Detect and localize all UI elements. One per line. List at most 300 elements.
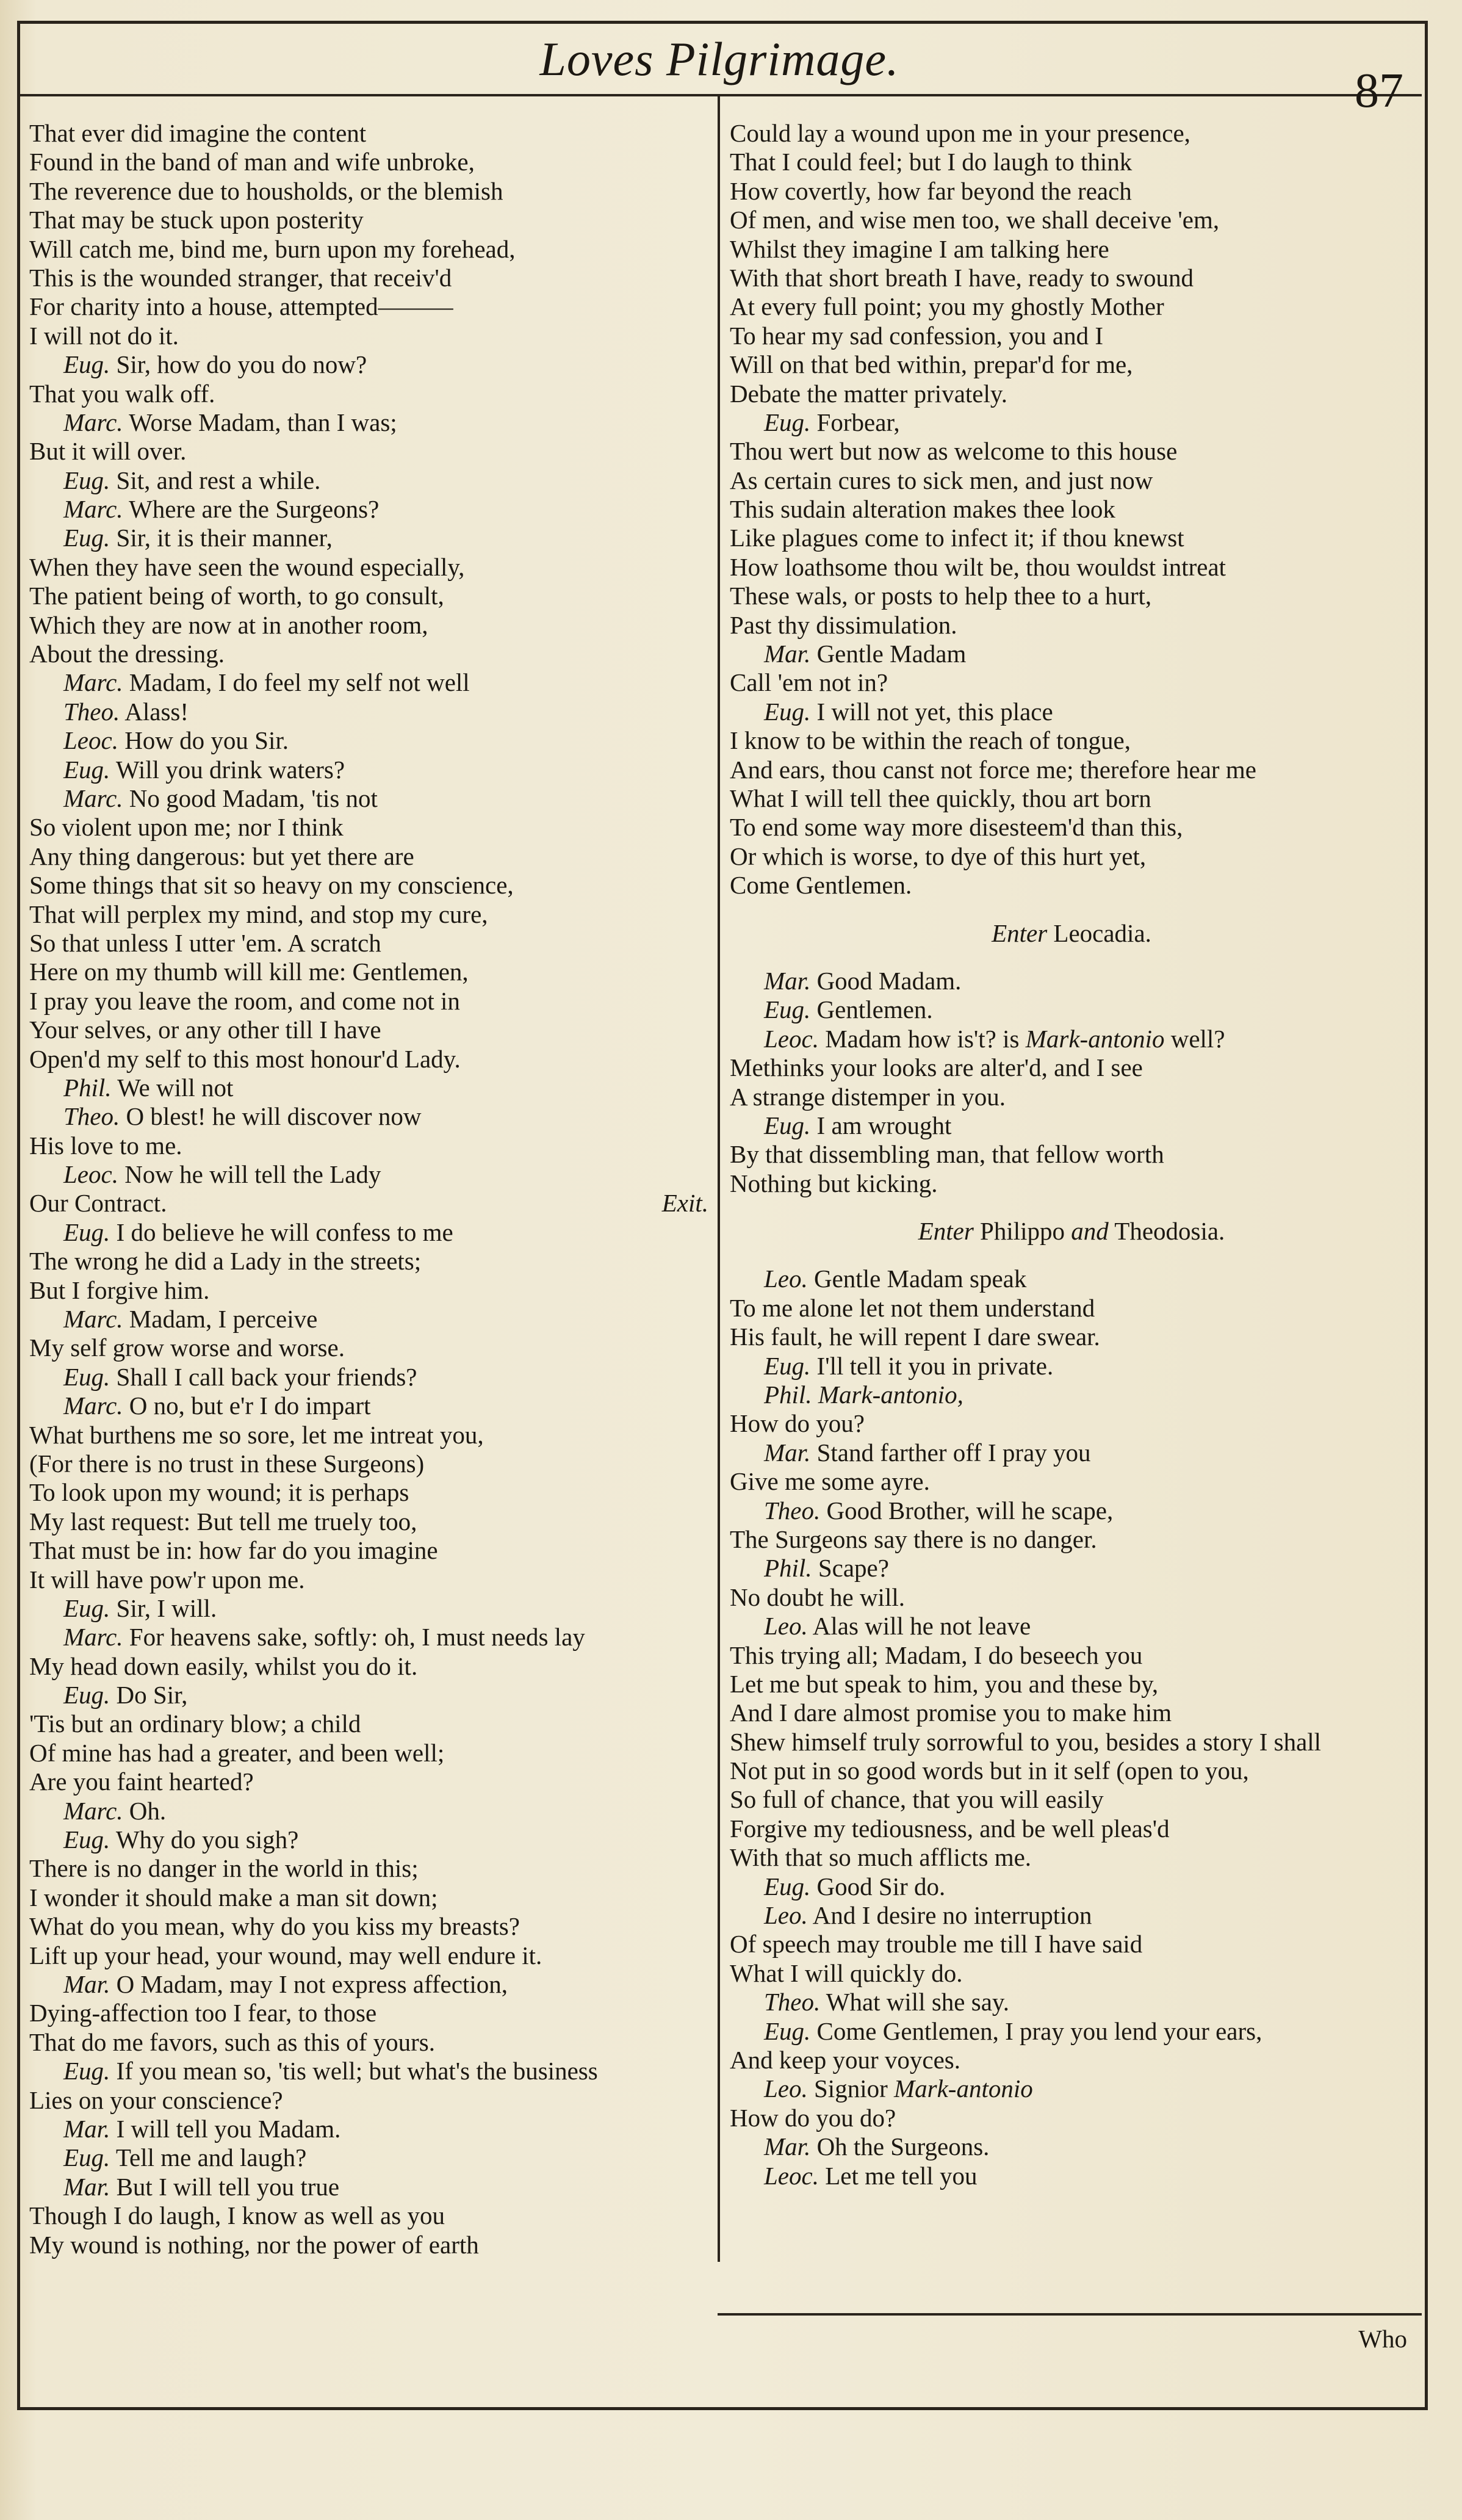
text-line [29,1970,716,1999]
line-text: What I will tell thee quickly, thou art born [730,784,1151,812]
line-text: I do believe he will confess to me [116,1218,453,1246]
text-line [29,1218,716,1247]
speaker-name: Eug. [63,1681,110,1709]
line-text: The Surgeons say there is no danger. [730,1525,1097,1553]
text-line [730,1053,1413,1082]
text-line [29,292,716,321]
text-line [29,1652,716,1681]
line-text: Where are the Surgeons? [129,495,380,524]
text-line [29,1999,716,2027]
text-line [730,1083,1413,1111]
text-line [730,1670,1413,1699]
line-text: Sir, how do you do now? [116,350,367,379]
text-line [730,1265,1413,1293]
speaker-name: Eug. [764,1872,811,1901]
line-text: Good Brother, will he scape, [826,1496,1114,1525]
speaker-name: Leo. [764,2074,808,2103]
line-text: Not put in so good words but in it self (open to you, [730,1756,1249,1785]
line-text: At every full point; you my ghostly Mother [730,292,1164,321]
text-line [730,668,1413,697]
text-line [29,1478,716,1507]
text-line [730,148,1413,176]
line-text: So full of chance, that you will easily [730,1785,1104,1814]
line-text: If you mean so, 'tis well; but what's the business [116,2057,598,2085]
text-line [29,1247,716,1276]
text-line [730,1901,1413,1930]
speaker-name: Eug. [63,1594,110,1622]
text-line [29,1016,716,1044]
text-line [29,929,716,958]
text-line [730,756,1413,784]
left-column [29,119,716,2259]
speaker-name: Phil. [764,1554,812,1583]
speaker-name: Leo. [764,1265,808,1293]
text-line [730,1439,1413,1467]
text-line [730,1959,1413,1988]
line-text: well? [1164,1024,1225,1053]
line-text: Why do you sigh? [115,1825,299,1854]
line-text: What do you mean, why do you kiss my breasts? [29,1912,520,1941]
text-line [29,1767,716,1796]
speaker-name: Eug. [764,995,811,1024]
line-text: His love to me. [29,1131,182,1160]
line-text: Let me tell you [825,2161,978,2190]
line-text: Will catch me, bind me, burn upon my forehead, [29,234,516,263]
speaker-name: Marc. [63,1623,123,1652]
text-line [29,177,716,206]
text-line [29,1536,716,1565]
line-text: That I could feel; but I do laugh to think [730,148,1133,176]
text-line [730,380,1413,408]
text-line [29,2143,716,2172]
exit-direction: Exit. [661,1189,708,1218]
catchword: Who [1358,2325,1407,2353]
text-line [730,1785,1413,1814]
text-line [29,1565,716,1594]
text-line [730,2074,1413,2103]
line-text: Madam, I perceive [129,1305,318,1334]
line-text: Will on that bed within, prepar'd for me, [730,350,1133,379]
text-line [29,1045,716,1074]
text-line [29,553,716,582]
text-line [730,1641,1413,1670]
line-text: Call 'em not in? [730,668,888,697]
line-text: That ever did imagine the content [29,119,367,147]
text-line [29,1797,716,1825]
running-header [17,21,1422,118]
text-line [730,1352,1413,1381]
text-line [29,350,716,379]
column-divider [718,96,720,2262]
speaker-name: Leo. [764,1901,808,1930]
line-text: I pray you leave the room, and come not in [29,986,460,1015]
speaker-name: Marc. [63,408,123,436]
text-line [29,2086,716,2115]
line-text: This sudain alteration makes thee look [730,495,1115,524]
line-text: Gentlemen. [816,995,933,1024]
line-text: But it will over. [29,437,187,466]
line-text: This trying all; Madam, I do beseech you [730,1641,1143,1669]
line-text: As certain cures to sick men, and just now [730,466,1153,494]
text-line [29,1132,716,1160]
text-line [29,1739,716,1767]
text-line [29,2201,716,2230]
line-text: Gentle Madam [816,640,967,668]
text-line [29,1912,716,1941]
line-text: (For there is no trust in these Surgeons) [29,1449,425,1478]
line-text: Madam how is't? is [825,1024,1026,1053]
speaker-name: Eug. [764,1111,811,1139]
text-line [29,148,716,176]
speaker-name: Marc. [63,495,123,524]
line-text: That will perplex my mind, and stop my cure, [29,900,488,928]
line-text: I'll tell it you in private. [816,1351,1054,1380]
text-line [29,813,716,842]
line-text: I know to be within the reach of tongue, [730,726,1131,755]
speaker-name: Eug. [764,1351,811,1380]
speaker-name: Eug. [63,2143,110,2172]
line-text: Forbear, [816,408,900,436]
text-line [730,582,1413,610]
text-line [29,698,716,726]
page-number: 87 [1355,64,1403,118]
speaker-name: Marc. [63,784,123,812]
speaker-name: Eug. [764,697,811,726]
text-line [730,1294,1413,1323]
text-line [730,1323,1413,1351]
text-line [29,1941,716,1970]
text-line [29,1709,716,1738]
text-line [730,1525,1413,1554]
line-text: O Madam, may I not express affection, [116,1970,508,1998]
text-line [730,1814,1413,1843]
text-line [29,1189,716,1218]
text-line [730,553,1413,582]
line-text: That do me favors, such as this of yours. [29,2027,435,2056]
line-text: I will not yet, this place [816,697,1053,726]
line-text: So violent upon me; nor I think [29,813,344,842]
line-text: About the dressing. [29,640,225,668]
line-text: Scape? [818,1554,889,1583]
text-line [29,322,716,350]
speaker-name: Leoc. [63,1160,118,1189]
italic-name: Mark-antonio [894,2074,1033,2103]
line-text: I am wrought [816,1111,952,1139]
text-line [29,264,716,292]
speaker-name: Marc. [63,1796,123,1825]
line-text: It will have pow'r upon me. [29,1565,305,1594]
speaker-name: Leoc. [764,2161,819,2190]
line-text: Methinks your looks are alter'd, and I see [730,1053,1143,1082]
line-text: Lift up your head, your wound, may well endure it. [29,1941,542,1969]
speaker-name: Mar. [764,640,811,668]
line-text: Worse Madam, than I was; [129,408,397,436]
line-text: Any thing dangerous: but yet there are [29,842,414,870]
text-line [29,1681,716,1709]
text-line [29,2173,716,2201]
text-line [730,611,1413,640]
text-line [29,1450,716,1478]
text-line [730,698,1413,726]
text-line [730,292,1413,321]
line-text: Good Sir do. [816,1872,946,1901]
line-text: How do you do? [730,2103,896,2132]
line-text: Sir, I will. [116,1594,217,1622]
line-text: Gentle Madam speak [814,1265,1027,1293]
text-line [29,1160,716,1189]
line-text: What I will quickly do. [730,1959,963,1987]
text-line [730,1872,1413,1901]
line-text: Though I do laugh, I know as well as you [29,2201,445,2230]
line-text: A strange distemper in you. [730,1082,1006,1111]
text-line [29,611,716,640]
speaker-name: Mar. [63,1970,110,1998]
line-text: That may be stuck upon posterity [29,206,364,234]
text-line [730,1554,1413,1583]
line-text: By that dissembling man, that fellow worth [730,1140,1164,1169]
speaker-name: Mar. [63,2172,110,2201]
line-gap [730,1246,1413,1265]
text-line [730,995,1413,1024]
line-text: These wals, or posts to help thee to a hurt, [730,582,1152,610]
line-text: Of men, and wise men too, we shall deceive 'em, [730,206,1220,234]
stage-names: Philippo [973,1217,1071,1246]
text-line [29,871,716,900]
line-text: Nothing but kicking. [730,1169,938,1197]
line-text: His fault, he will repent I dare swear. [730,1323,1100,1351]
text-line [29,640,716,668]
line-text: Could lay a wound upon me in your presence, [730,119,1190,147]
speaker-name: Eug. [764,408,811,436]
text-line [730,408,1413,437]
line-text: How covertly, how far beyond the reach [730,176,1132,205]
text-line [730,871,1413,900]
line-text: The wrong he did a Lady in the streets; [29,1247,422,1276]
line-text: 'Tis but an ordinary blow; a child [29,1709,361,1738]
text-line [730,1140,1413,1169]
text-line [29,784,716,813]
line-text: And keep your voyces. [730,2046,961,2074]
line-gap [730,948,1413,967]
text-line [29,1854,716,1883]
text-line [730,1496,1413,1525]
text-line [29,2057,716,2085]
bottom-rule [718,2313,1422,2316]
line-text: Dying-affection too I fear, to those [29,1999,377,2027]
speaker-name: Eug. [63,524,110,552]
line-text: Sit, and rest a while. [116,466,321,494]
text-line [29,2231,716,2259]
text-line [730,350,1413,379]
line-text: The reverence due to housholds, or the blemish [29,176,503,205]
line-text: No doubt he will. [730,1583,905,1611]
text-line [29,1102,716,1131]
line-text: Like plagues come to infect it; if thou knewst [730,524,1184,552]
line-text: And I desire no interruption [812,1901,1092,1930]
text-line [29,987,716,1016]
line-text: Debate the matter privately. [730,379,1007,408]
text-line [29,1363,716,1392]
line-text: Shall I call back your friends? [116,1362,417,1391]
line-text: Madam, I do feel my self not well [129,668,470,697]
text-line [730,1728,1413,1756]
speaker-name: Marc. [63,1392,123,1420]
line-text: But I will tell you true [116,2172,340,2201]
line-text: My self grow worse and worse. [29,1334,345,1362]
text-line [730,640,1413,668]
text-line [730,813,1413,842]
right-column [730,119,1413,2190]
text-line [730,322,1413,350]
text-line [29,900,716,929]
line-text: Shew himself truly sorrowful to you, besides a story I shall [730,1727,1322,1756]
stage-direction [730,919,1413,948]
line-text: When they have seen the wound especially, [29,552,465,581]
text-line [29,756,716,784]
line-text: For heavens sake, softly: oh, I must needs lay [129,1623,585,1652]
stage-enter: Enter [992,919,1048,947]
speaker-name: Mar. [764,966,811,995]
text-line [29,437,716,466]
line-text: Sir, it is their manner, [116,524,333,552]
line-text: Which they are now at in another room, [29,610,428,639]
text-line [730,1409,1413,1438]
line-text: Or which is worse, to dye of this hurt yet, [730,842,1147,870]
italic-name: Mark-antonio, [818,1381,963,1409]
line-text: I wonder it should make a man sit down; [29,1883,438,1912]
text-line [730,177,1413,206]
text-line [730,1111,1413,1140]
text-line [29,1883,716,1912]
text-line [730,1583,1413,1612]
text-line [29,958,716,986]
line-text: To look upon my wound; it is perhaps [29,1478,409,1507]
line-text: What burthens me so sore, let me intreat you, [29,1420,484,1449]
line-text: Good Madam. [816,966,962,995]
text-line [29,582,716,610]
stage-direction [730,1217,1413,1246]
line-gap [730,900,1413,919]
text-line [730,2132,1413,2161]
line-text: Some things that sit so heavy on my conscience, [29,871,514,900]
line-text: Tell me and laugh? [115,2143,307,2172]
speaker-name: Eug. [764,2016,811,2045]
speaker-name: Leoc. [63,726,118,755]
text-line [29,1392,716,1420]
text-line [730,524,1413,552]
line-text: And ears, thou canst not force me; therefore hear me [730,755,1256,784]
text-line [29,2028,716,2057]
stage-conjunction: and [1071,1217,1109,1246]
speaker-name: Phil. [63,1073,112,1102]
line-text: How loathsome thou wilt be, thou wouldst intreat [730,552,1226,581]
text-line [29,1305,716,1334]
speaker-name: Mar. [764,2132,811,2161]
speaker-name: Eug. [63,1825,110,1854]
text-line [730,1843,1413,1872]
line-text: Do Sir, [116,1681,188,1709]
text-line [730,1381,1413,1409]
line-text: Thou wert but now as welcome to this house [730,437,1178,466]
line-text: With that short breath I have, ready to swound [730,263,1194,292]
line-text: For charity into a house, attempted——— [29,292,453,321]
text-line [29,726,716,755]
line-text: Open'd my self to this most honour'd Lady. [29,1044,461,1073]
text-line [29,1825,716,1854]
text-line [730,726,1413,755]
text-line [29,235,716,264]
text-line [730,1025,1413,1053]
text-line [29,1074,716,1102]
italic-name: Mark-antonio [1025,1024,1165,1053]
text-line [730,2046,1413,2074]
text-line [730,1756,1413,1785]
text-line [29,408,716,437]
line-text: I will tell you Madam. [116,2114,341,2143]
text-line [730,235,1413,264]
speaker-name: Eug. [63,1218,110,1246]
text-line [730,1467,1413,1496]
text-line [29,206,716,234]
line-text: Come Gentlemen, I pray you lend your ears, [816,2016,1262,2045]
line-text: Our Contract. [29,1189,167,1218]
line-text: I will not do it. [29,321,179,350]
line-text: Stand farther off I pray you [816,1438,1091,1467]
text-line [29,1507,716,1536]
line-text: So that unless I utter 'em. A scratch [29,928,381,957]
speaker-name: Mar. [764,1438,811,1467]
text-line [29,380,716,408]
line-text: Come Gentlemen. [730,871,912,900]
text-line [29,1276,716,1305]
line-text: Oh. [129,1796,167,1825]
speaker-name: Mar. [63,2114,110,2143]
speaker-name: Theo. [63,1102,120,1131]
text-line [730,2017,1413,2046]
text-line [29,1594,716,1623]
text-line [29,668,716,697]
line-text: But I forgive him. [29,1276,210,1304]
line-text: My last request: But tell me truely too, [29,1507,417,1536]
line-text: Give me some ayre. [730,1467,930,1496]
text-line [29,466,716,495]
line-text: No good Madam, 'tis not [129,784,378,812]
text-line [730,466,1413,495]
stage-names: Theodosia. [1108,1217,1225,1246]
speaker-name: Phil. [764,1381,812,1409]
line-text: Forgive my tediousness, and be well pleas'd [730,1814,1170,1843]
text-line [730,967,1413,995]
line-text: Alas will he not leave [812,1612,1031,1641]
line-text: Your selves, or any other till I have [29,1016,381,1044]
line-text: This is the wounded stranger, that receiv'd [29,263,452,292]
speaker-name: Eug. [63,350,110,379]
speaker-name: Eug. [63,755,110,784]
line-gap [730,1198,1413,1217]
speaker-name: Leoc. [764,1024,819,1053]
text-line [730,1699,1413,1727]
stage-names: Leocadia. [1047,919,1151,947]
line-text: Signior [814,2074,894,2103]
speaker-name: Eug. [63,2057,110,2085]
speaker-name: Leo. [764,1612,808,1641]
text-line [730,842,1413,871]
line-text: Past thy dissimulation. [730,610,957,639]
speaker-name: Marc. [63,1305,123,1334]
line-text: With that so much afflicts me. [730,1843,1032,1872]
line-text: Alass! [124,697,189,726]
line-text: To end some way more disesteem'd than this, [730,813,1183,842]
